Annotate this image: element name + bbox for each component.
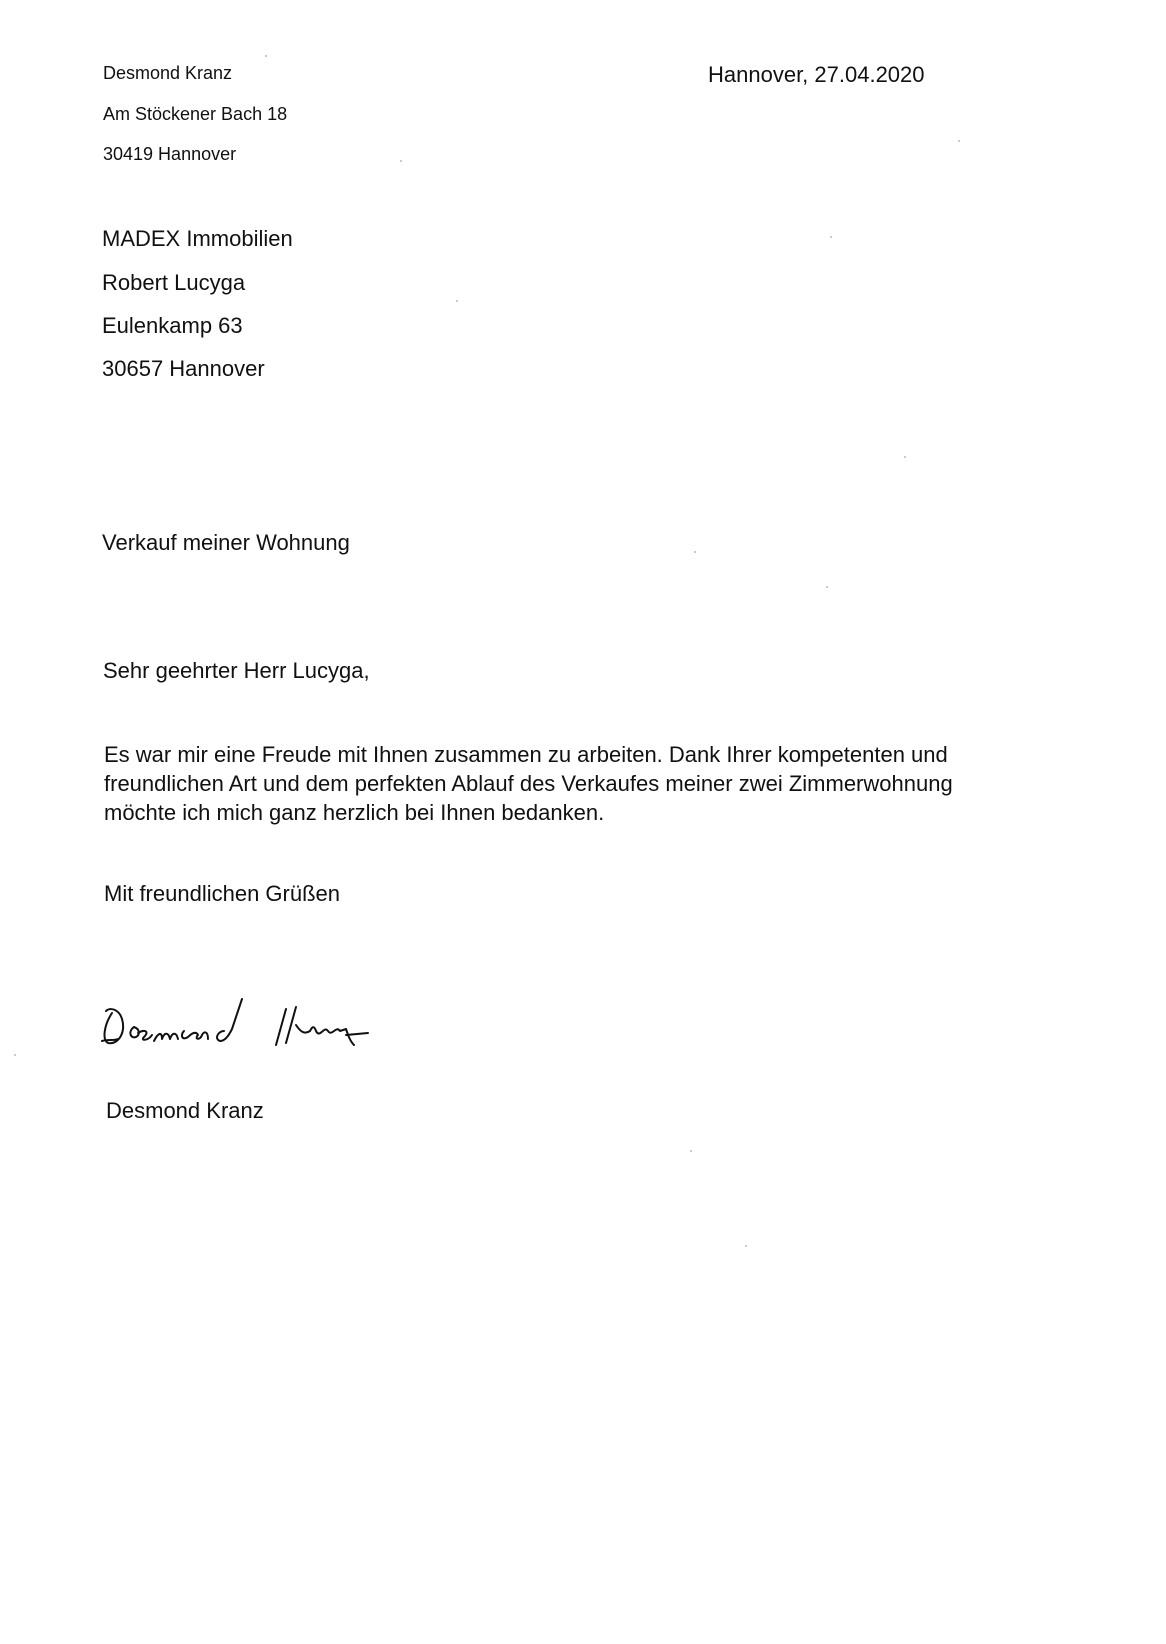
sender-city: 30419 Hannover (103, 144, 237, 164)
place-date: Hannover, 27.04.2020 (708, 62, 925, 87)
scan-speck (830, 236, 832, 238)
body-line: freundlichen Art und dem perfekten Ablauf des Verkaufes meiner zwei Zimmerwohnung (104, 771, 953, 796)
recipient-city: 30657 Hannover (102, 356, 265, 381)
scan-speck (745, 1245, 747, 1247)
recipient-company: MADEX Immobilien (102, 226, 293, 251)
salutation: Sehr geehrter Herr Lucyga, (103, 658, 370, 683)
subject-line: Verkauf meiner Wohnung (102, 530, 350, 555)
scan-speck (904, 456, 906, 458)
signature-name: Desmond Kranz (106, 1098, 264, 1123)
closing: Mit freundlichen Grüßen (104, 881, 340, 906)
scan-speck (690, 1150, 692, 1152)
scan-speck (400, 160, 402, 162)
recipient-street: Eulenkamp 63 (102, 313, 243, 338)
sender-street: Am Stöckener Bach 18 (103, 104, 288, 124)
body-line: möchte ich mich ganz herzlich bei Ihnen bedanken. (104, 800, 605, 825)
scan-speck (456, 300, 458, 302)
body-line: Es war mir eine Freude mit Ihnen zusammen zu arbeiten. Dank Ihrer kompetenten und (104, 742, 948, 767)
sender-name: Desmond Kranz (103, 63, 233, 83)
scan-speck (14, 1054, 16, 1056)
scan-speck (826, 586, 828, 588)
scan-speck (694, 551, 696, 553)
recipient-name: Robert Lucyga (102, 270, 246, 295)
letter-body (104, 740, 1024, 827)
scan-speck (265, 55, 267, 57)
handwritten-signature (100, 995, 400, 1070)
scan-speck (958, 140, 960, 142)
